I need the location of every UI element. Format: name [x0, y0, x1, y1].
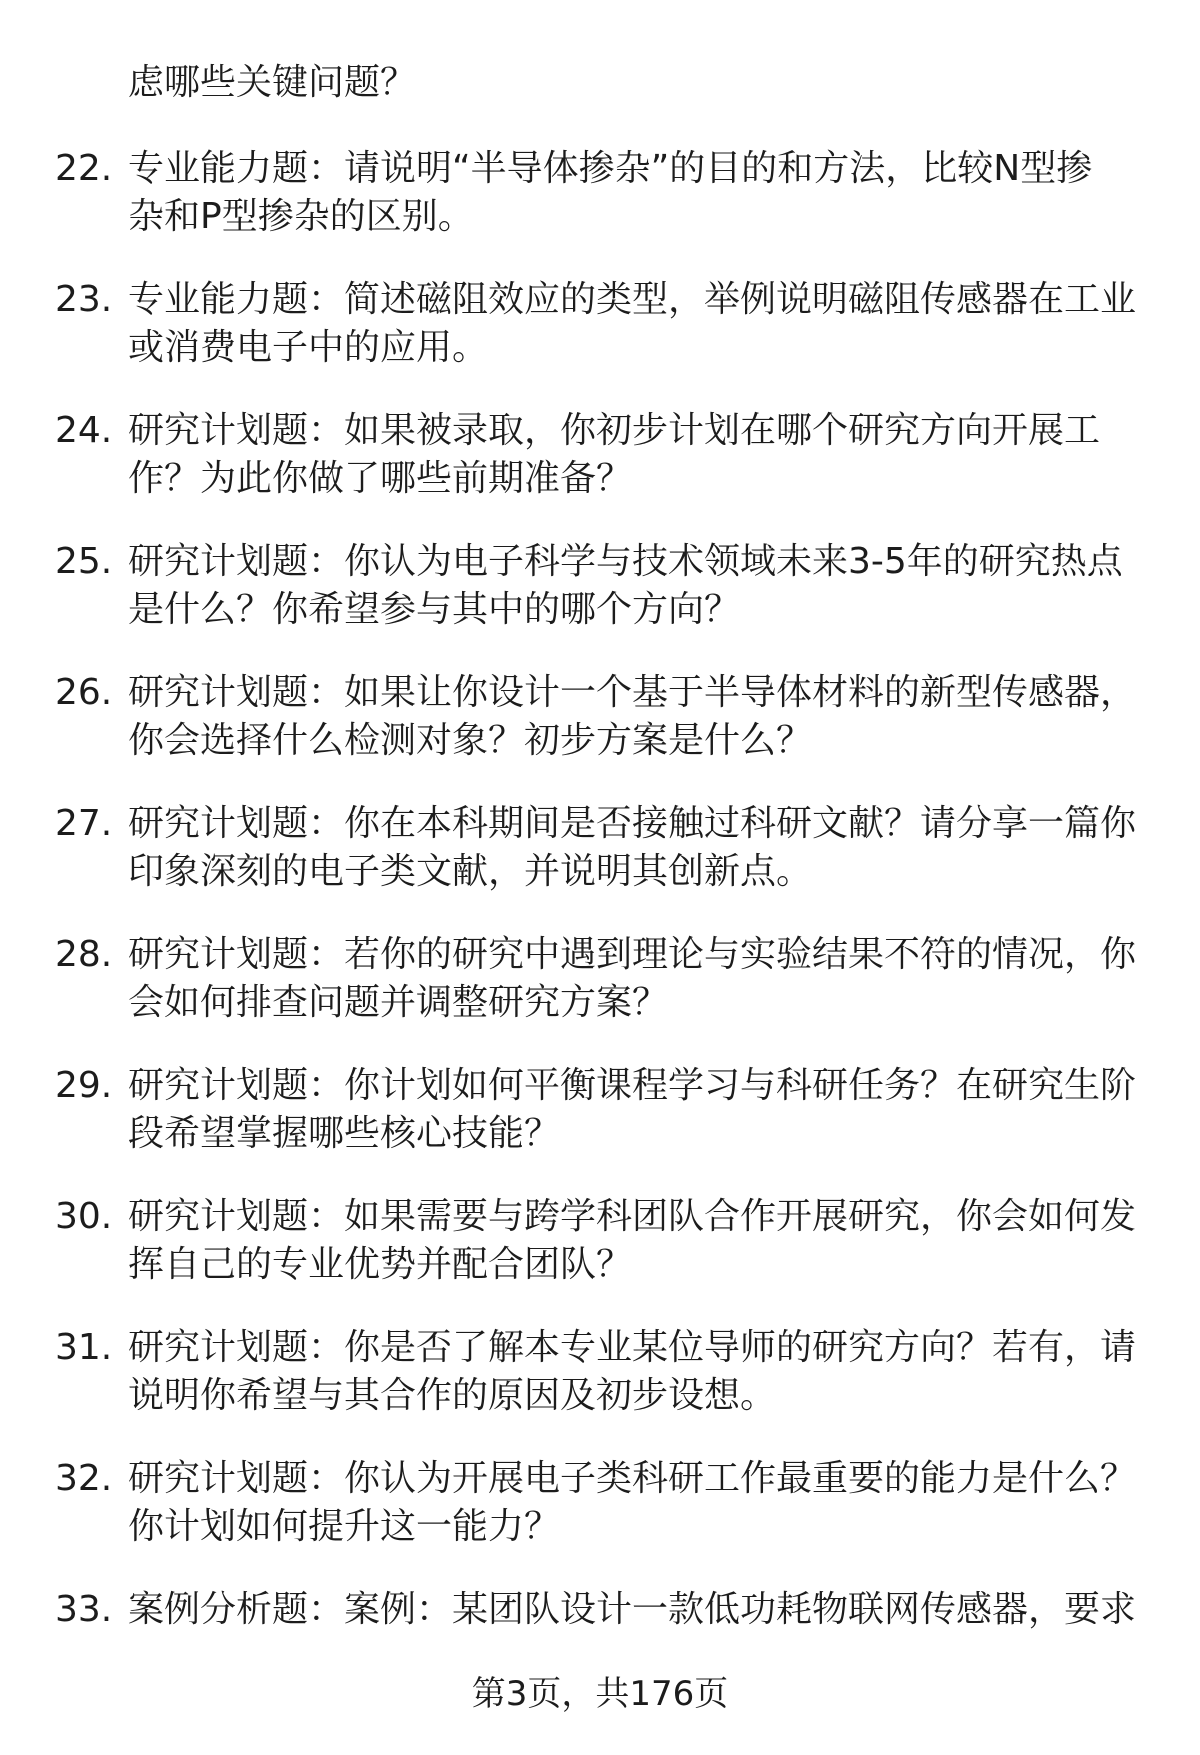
question-item — [0, 407, 1200, 503]
question-item — [0, 800, 1200, 896]
question-text-line: 专业能力题：请说明“半导体掺杂”的目的和方法，比较N型掺 — [128, 148, 1093, 189]
question-number: 25. — [55, 541, 113, 582]
question-text-line: 作？为此你做了哪些前期准备？ — [128, 458, 633, 499]
question-number: 33. — [55, 1589, 113, 1630]
question-number: 28. — [55, 934, 113, 975]
question-text-line: 或消费电子中的应用。 — [128, 327, 489, 368]
question-text-line: 说明你希望与其合作的原因及初步设想。 — [128, 1375, 777, 1416]
question-text-line: 你计划如何提升这一能力？ — [128, 1506, 561, 1547]
question-number: 27. — [55, 803, 113, 844]
question-text-line: 研究计划题：你计划如何平衡课程学习与科研任务？在研究生阶 — [128, 1065, 1137, 1106]
question-text-line: 研究计划题：若你的研究中遇到理论与实验结果不符的情况，你 — [128, 934, 1137, 975]
question-item — [0, 276, 1200, 372]
question-item — [0, 1324, 1200, 1420]
question-number: 32. — [55, 1458, 113, 1499]
question-item — [0, 1455, 1200, 1551]
question-text-line: 会如何排查问题并调整研究方案？ — [128, 982, 669, 1023]
question-continuation: 虑哪些关键问题？ — [128, 62, 417, 103]
question-item — [0, 538, 1200, 634]
question-number: 23. — [55, 279, 113, 320]
question-text-line: 段希望掌握哪些核心技能？ — [128, 1113, 561, 1154]
question-text-line: 研究计划题：你认为电子科学与技术领域未来3-5年的研究热点 — [128, 541, 1123, 582]
question-number: 30. — [55, 1196, 113, 1237]
question-text-line: 研究计划题：你在本科期间是否接触过科研文献？请分享一篇你 — [128, 803, 1137, 844]
question-text-line: 专业能力题：简述磁阻效应的类型，举例说明磁阻传感器在工业 — [128, 279, 1137, 320]
question-text-line: 研究计划题：如果需要与跨学科团队合作开展研究，你会如何发 — [128, 1196, 1137, 1237]
question-item — [0, 931, 1200, 1027]
question-number: 29. — [55, 1065, 113, 1106]
question-number: 26. — [55, 672, 113, 713]
question-item — [0, 1062, 1200, 1158]
question-item — [0, 669, 1200, 765]
question-item — [0, 145, 1200, 241]
question-list — [0, 59, 1200, 1634]
question-text-line: 研究计划题：如果让你设计一个基于半导体材料的新型传感器， — [128, 672, 1137, 713]
question-number: 31. — [55, 1327, 113, 1368]
question-number: 22. — [55, 148, 113, 189]
question-text-line: 印象深刻的电子类文献，并说明其创新点。 — [128, 851, 813, 892]
question-item — [0, 1586, 1200, 1634]
question-text-line: 研究计划题：你是否了解本专业某位导师的研究方向？若有，请 — [128, 1327, 1137, 1368]
question-text-line: 你会选择什么检测对象？初步方案是什么？ — [128, 720, 813, 761]
question-number: 24. — [55, 410, 113, 451]
question-text-line: 挥自己的专业优势并配合团队？ — [128, 1244, 633, 1285]
question-item — [0, 1193, 1200, 1289]
page-footer: 第3页，共176页 — [471, 1674, 729, 1714]
question-text-line: 研究计划题：你认为开展电子类科研工作最重要的能力是什么？ — [128, 1458, 1137, 1499]
question-text-line: 研究计划题：如果被录取，你初步计划在哪个研究方向开展工 — [128, 410, 1101, 451]
question-text-line: 案例分析题：案例：某团队设计一款低功耗物联网传感器，要求 — [128, 1589, 1137, 1630]
question-text-line: 是什么？你希望参与其中的哪个方向？ — [128, 589, 741, 630]
question-text-line: 杂和P型掺杂的区别。 — [128, 196, 474, 237]
